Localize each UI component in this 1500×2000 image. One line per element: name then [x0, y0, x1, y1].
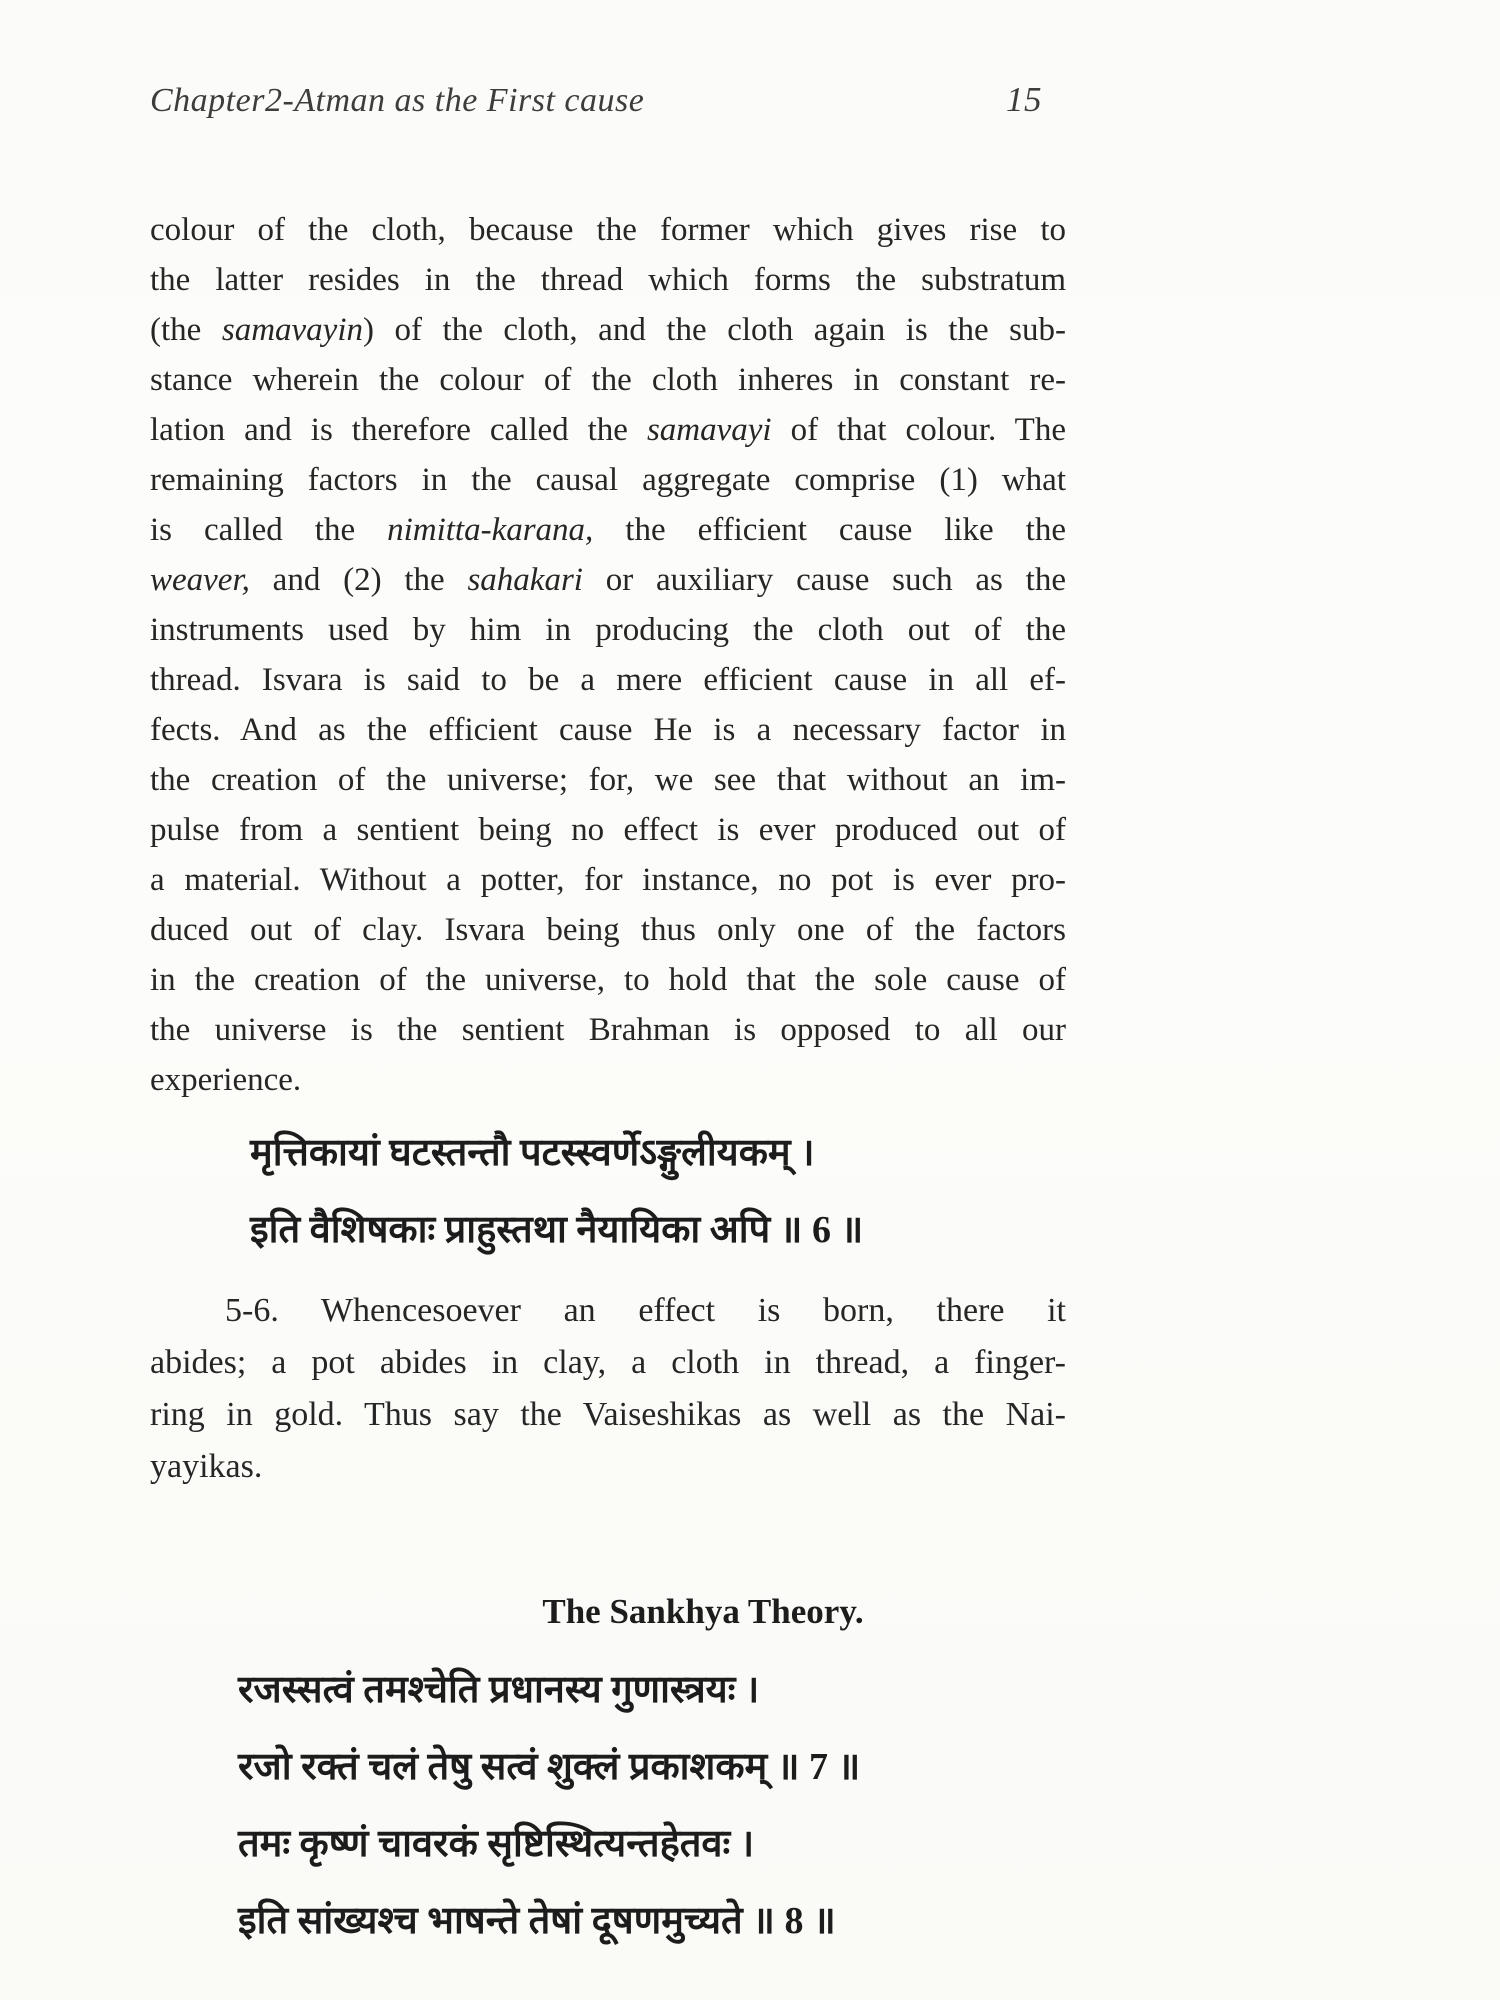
text-line: abides; a pot abides in clay, a cloth in thread, a finger- — [150, 1344, 1066, 1381]
text-line: the creation of the universe; for, we see that without an im- — [150, 762, 1066, 798]
sanskrit-verse-7-8 — [238, 1652, 1118, 1960]
text-line: remaining factors in the causal aggregate comprise (1) what — [150, 462, 1066, 498]
text-line: the universe is the sentient Brahman is opposed to all our — [150, 1012, 1066, 1048]
text-line: इति सांख्यश्च भाषन्ते तेषां दूषणमुच्यते ॥ 8 ॥ — [238, 1900, 836, 1942]
chapter-title: Chapter2-Atman as the First cause — [150, 82, 645, 119]
text-line: ring in gold. Thus say the Vaiseshikas as well as the Nai- — [150, 1396, 1066, 1433]
translation-paragraph-5-6 — [150, 1285, 1066, 1493]
text-line: weaver, and (2) the sahakari or auxiliary cause such as the — [150, 562, 1066, 598]
text-line: is called the nimitta-karana, the efficient cause like the — [150, 512, 1066, 548]
text-line: fects. And as the efficient cause He is a necessary factor in — [150, 712, 1066, 748]
text-line: stance wherein the colour of the cloth inheres in constant re- — [150, 362, 1066, 398]
body-paragraph — [150, 205, 1066, 1105]
text-line: lation and is therefore called the samavayi of that colour. The — [150, 412, 1066, 448]
text-line: duced out of clay. Isvara being thus only one of the factors — [150, 912, 1066, 948]
text-line: colour of the cloth, because the former which gives rise to — [150, 212, 1066, 248]
text-line: 5-6. Whencesoever an effect is born, there it — [225, 1292, 1066, 1329]
text-line: इति वैशिषकाः प्राहुस्तथा नैयायिका अपि ॥ 6 ॥ — [250, 1209, 864, 1251]
text-line: yayikas. — [150, 1448, 263, 1485]
text-line: pulse from a sentient being no effect is ever produced out of — [150, 812, 1066, 848]
text-line: the latter resides in the thread which forms the substratum — [150, 262, 1066, 298]
text-line: experience. — [150, 1062, 302, 1098]
text-line: (the samavayin) of the cloth, and the cloth again is the sub- — [150, 312, 1066, 348]
section-heading: The Sankhya Theory. — [542, 1592, 864, 1631]
text-line: मृत्तिकायां घटस्तन्तौ पटस्स्वर्णेऽङ्गुलीयकम् । — [250, 1132, 815, 1174]
text-line: in the creation of the universe, to hold that the sole cause of — [150, 962, 1066, 998]
text-line: तमः कृष्णं चावरकं सृष्टिस्थित्यन्तहेतवः । — [238, 1823, 755, 1865]
text-line: a material. Without a potter, for instance, no pot is ever pro- — [150, 862, 1066, 898]
text-line: रजो रक्तं चलं तेषु सत्वं शुक्लं प्रकाशकम् ॥ 7 ॥ — [238, 1746, 861, 1788]
page-number: 15 — [1006, 80, 1042, 119]
text-line: रजस्सत्वं तमश्चेति प्रधानस्य गुणास्त्रयः । — [238, 1669, 760, 1711]
text-line: thread. Isvara is said to be a mere efficient cause in all ef- — [150, 662, 1066, 698]
running-header — [150, 80, 1066, 120]
text-line: instruments used by him in producing the cloth out of the — [150, 612, 1066, 648]
sanskrit-verse-6 — [250, 1115, 1066, 1269]
